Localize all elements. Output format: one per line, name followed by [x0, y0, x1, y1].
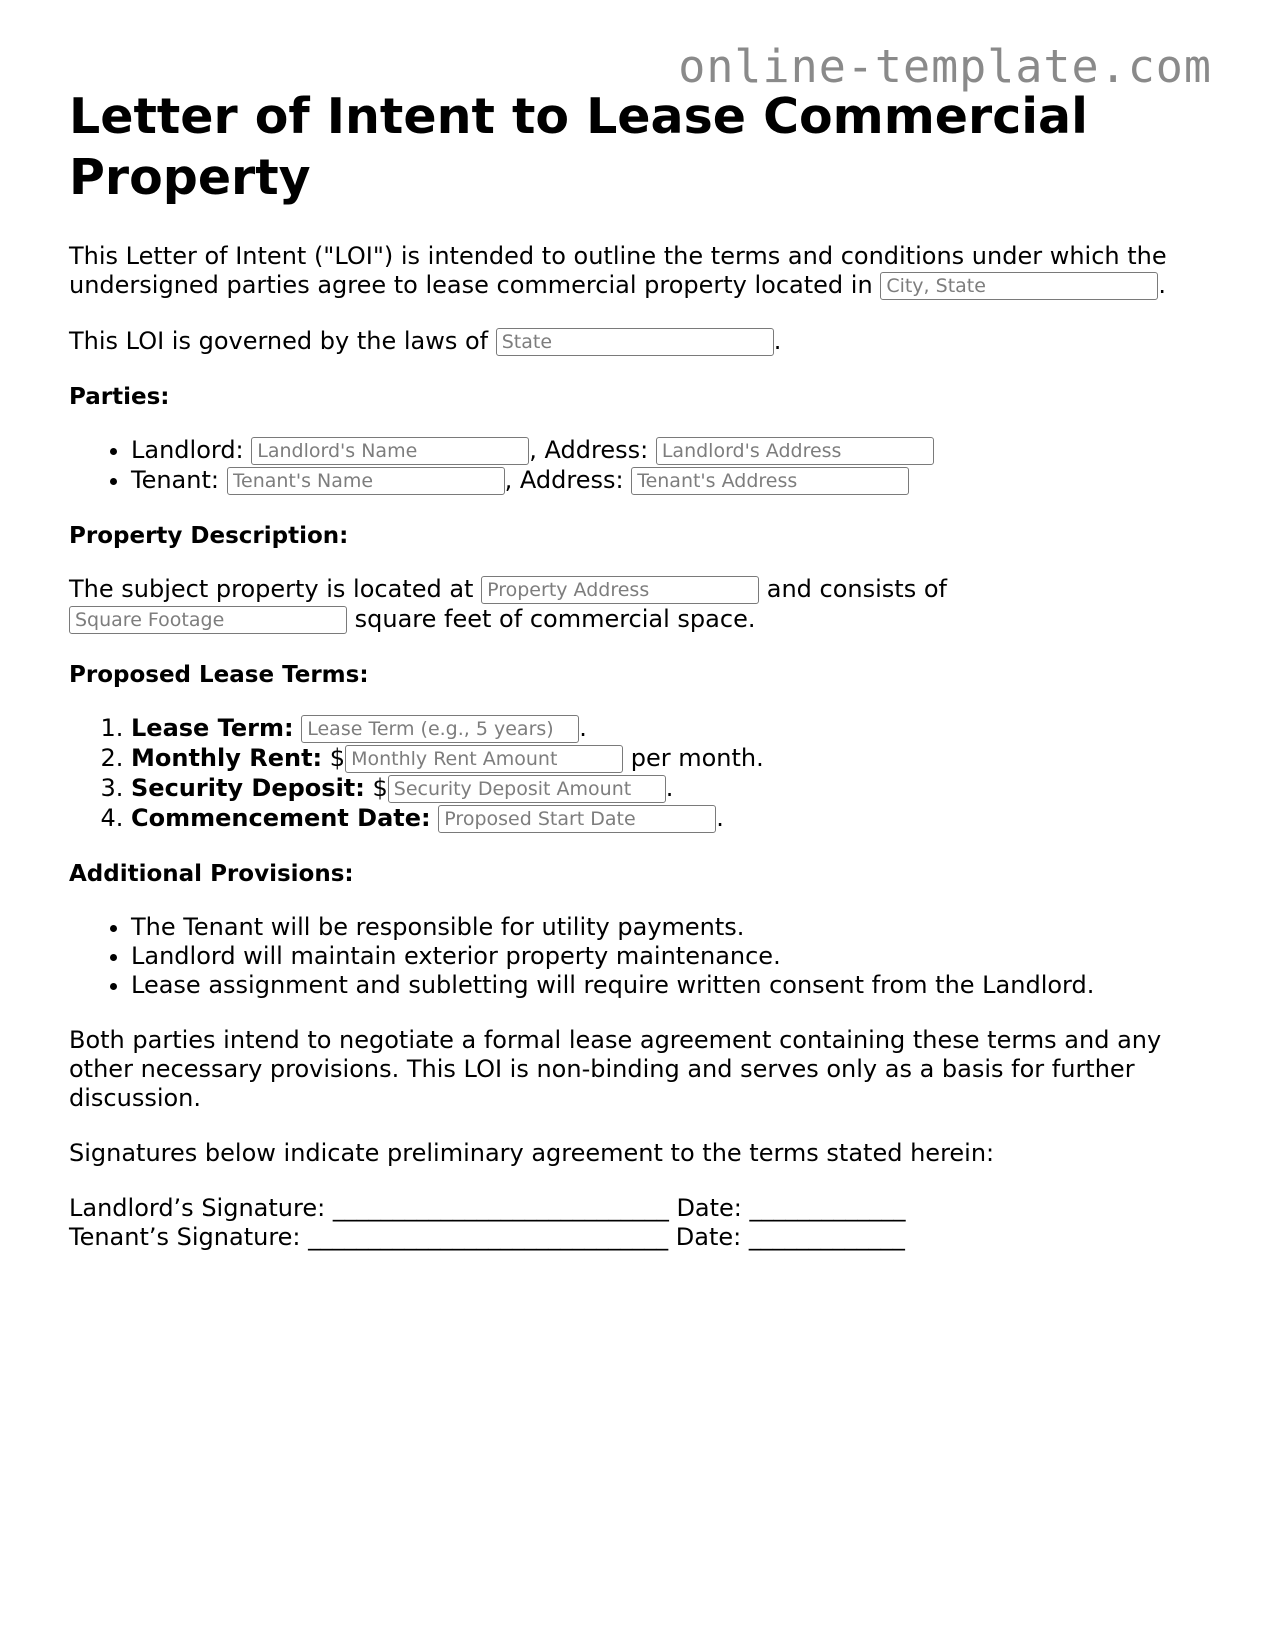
provision-item: • Lease assignment and subletting will require written consent from the Landlord.: [131, 971, 1209, 1000]
document-body: [69, 86, 1209, 1252]
tenant-name-input[interactable]: [227, 467, 505, 495]
intro-text: This Letter of Intent ("LOI") is intended to outline the terms and conditions under which the undersigned parties agree to lease commercial property located in: [69, 242, 1167, 299]
lease-term-end: .: [579, 714, 587, 742]
tenant-address-input[interactable]: [631, 467, 909, 495]
property-heading: Property Description:: [69, 523, 349, 549]
rent-currency: $: [329, 744, 346, 772]
document-title: Letter of Intent to Lease Commercial Property: [69, 88, 1088, 206]
terms-list: [69, 714, 1209, 834]
property-text-after: square feet of commercial space.: [354, 605, 756, 633]
tenant-label: Tenant:: [131, 466, 219, 494]
closing-paragraph: Both parties intend to negotiate a formal lease agreement containing these terms and any other necessary provisions. This LOI is non-binding and serves only as a basis for further discussion.: [69, 1026, 1162, 1112]
provisions-heading: Additional Provisions:: [69, 861, 354, 887]
security-deposit-item: [131, 774, 1209, 804]
terms-heading: Proposed Lease Terms:: [69, 662, 369, 688]
landlord-address-label: , Address:: [529, 436, 649, 464]
governing-paragraph: [69, 327, 1209, 357]
security-deposit-input[interactable]: [388, 775, 666, 803]
monthly-rent-item: [131, 744, 1209, 774]
lease-term-input[interactable]: [301, 715, 579, 743]
commencement-item: [131, 804, 1209, 834]
landlord-signature-line: Landlord’s Signature: ____________________________ Date: _____________: [69, 1194, 906, 1222]
commencement-end: .: [716, 804, 724, 832]
landlord-item: [131, 436, 1209, 466]
provision-item: • Landlord will maintain exterior property maintenance.: [131, 942, 1209, 971]
commencement-label: Commencement Date:: [131, 804, 431, 832]
property-paragraph: [69, 575, 989, 635]
square-footage-input[interactable]: [69, 606, 347, 634]
lease-term-label: Lease Term:: [131, 714, 294, 742]
tenant-address-label: , Address:: [504, 466, 624, 494]
lease-term-item: [131, 714, 1209, 744]
commencement-date-input[interactable]: [438, 805, 716, 833]
security-deposit-label: Security Deposit:: [131, 774, 365, 802]
deposit-currency: $: [372, 774, 388, 802]
signature-intro: Signatures below indicate preliminary agreement to the terms stated herein:: [69, 1139, 995, 1167]
intro-paragraph: [69, 242, 1209, 301]
deposit-end: .: [665, 774, 674, 802]
governing-end: .: [773, 327, 782, 355]
provisions-list: [69, 913, 1209, 1000]
monthly-rent-label: Monthly Rent:: [131, 744, 323, 772]
landlord-label: Landlord:: [131, 436, 244, 464]
parties-heading: Parties:: [69, 384, 170, 410]
intro-end: .: [1158, 271, 1166, 299]
provision-item: • The Tenant will be responsible for utility payments.: [131, 913, 1209, 942]
property-address-input[interactable]: [481, 576, 759, 604]
monthly-rent-input[interactable]: [345, 745, 623, 773]
location-input[interactable]: [880, 272, 1158, 300]
state-input[interactable]: [496, 328, 774, 356]
rent-end: per month.: [630, 744, 764, 772]
landlord-address-input[interactable]: [656, 437, 934, 465]
tenant-signature-line: Tenant’s Signature: ______________________________ Date: _____________: [69, 1223, 905, 1251]
tenant-item: [131, 466, 1209, 496]
landlord-name-input[interactable]: [251, 437, 529, 465]
property-text-middle: and consists of: [766, 575, 947, 603]
parties-list: [69, 436, 1209, 496]
governing-text: This LOI is governed by the laws of: [69, 327, 489, 355]
property-text-before: The subject property is located at: [69, 575, 474, 603]
watermark: online-template.com: [678, 40, 1212, 93]
